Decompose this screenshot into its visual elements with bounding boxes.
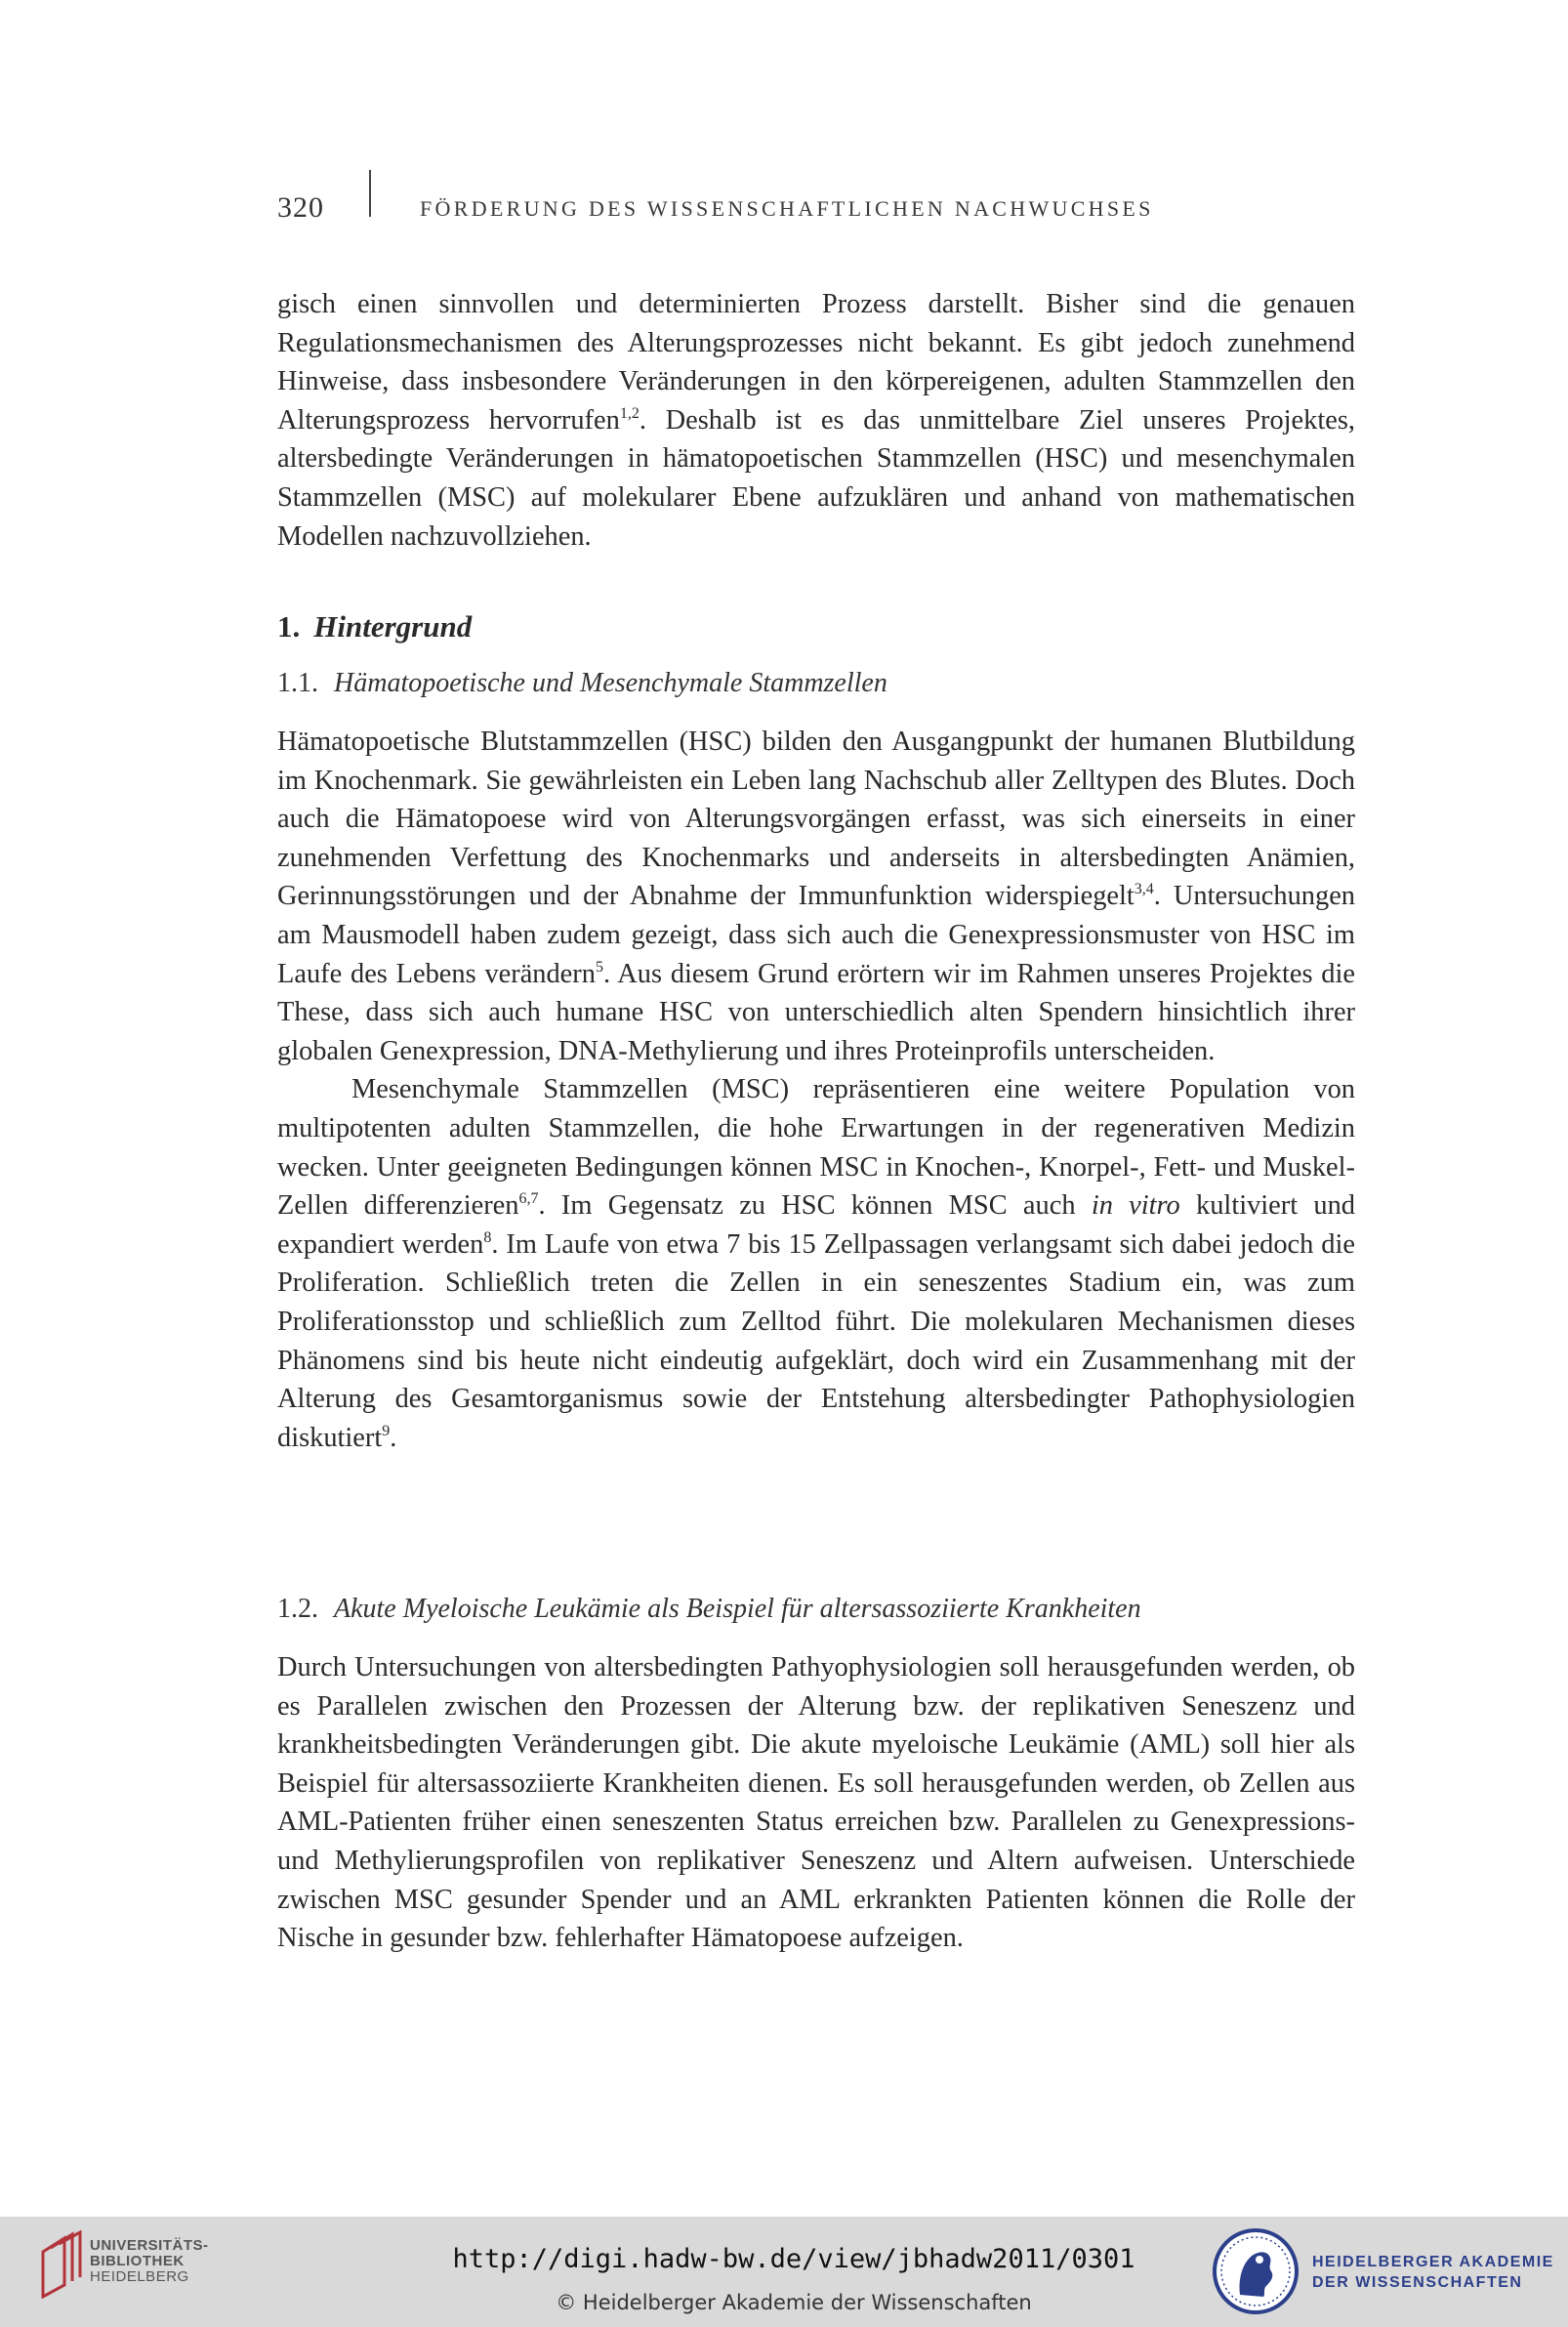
section-heading-1 — [277, 609, 472, 644]
paragraph-text: . Untersuchungen am Mausmodell haben zudem gezeigt, dass sich auch die Genexpressionsmuster von HSC im Laufe des Lebens verändern — [277, 881, 1355, 989]
subsection-heading-1-1 — [277, 668, 887, 699]
subsection-number: 1.1. — [277, 668, 318, 698]
page-number: 320 — [277, 191, 324, 224]
intro-text-b: . Deshalb ist es das unmittelbare Ziel unseres Projektes, altersbedingte Veränderungen in hämatopoetischen Stammzellen (HSC) und mesenchymalen Stammzellen (MSC) auf molekularer Ebene aufzuklären und anhand von mathematischen Modellen nachzuvollziehen. — [277, 404, 1355, 552]
footer-banner — [0, 2217, 1568, 2327]
paragraph-text: . Aus diesem Grund erörtern wir im Rahmen unseres Projektes die These, dass sich auch humane HSC von unterschiedlich alten Spendern hinsichtlich ihrer globalen Genexpression, DNA-Methylierung und ihres Proteinprofils unterscheiden. — [277, 958, 1355, 1066]
ub-line: UNIVERSITÄTS- — [90, 2237, 209, 2254]
subsection-title: Hämatopoetische und Mesenchymale Stammzellen — [334, 668, 887, 698]
intro-paragraph — [277, 285, 1355, 556]
paragraph-text: Hämatopoetische Blutstammzellen (HSC) bilden den Ausgangpunkt der humanen Blutbildung im Knochenmark. Sie gewährleisten ein Leben lang Nachschub aller Zelltypen des Blutes. Doch auch die Hämatopoese wird von Alterungsvorgängen erfasst, was sich einerseits in einer zunehmenden Verfettung des Knochenmarks und anderseits in altersbedingten Anämien, Gerinnungsstörungen und der Abnahme der Immunfunktion widerspiegelt — [277, 727, 1355, 912]
paragraph-text: . Im Laufe von etwa 7 bis 15 Zellpassagen verlangsamt sich dabei jedoch die Proliferation. Schließlich treten die Zellen in ein seneszentes Stadium ein, was zum Proliferationsstop und schließlich zum Zelltod führt. Die molekularen Mechanismen dieses Phänomens sind bis heute nicht eindeutig aufgeklärt, doch wird ein Zusammenhang mit der Alterung des Gesamtorganismus sowie der Entstehung altersbedingter Pathophysiologien diskutiert — [277, 1228, 1355, 1453]
copyright-notice: © Heidelberger Akademie der Wissenschaften — [556, 2291, 1032, 2314]
academy-seal-icon — [1211, 2226, 1300, 2316]
paragraph-msc — [277, 1070, 1355, 1457]
italic-term: in vitro — [1091, 1190, 1180, 1222]
paragraph-text: . Im Gegensatz zu HSC können MSC auch — [538, 1190, 1092, 1222]
footnote-ref: 6,7 — [518, 1190, 539, 1208]
subsection-1-2-body — [277, 1648, 1355, 1958]
ub-line: HEIDELBERG — [90, 2268, 189, 2285]
academy-name — [1312, 2252, 1554, 2293]
footnote-ref: 3,4 — [1134, 881, 1154, 898]
paragraph-aml: Durch Untersuchungen von altersbedingten Pathyophysiologien soll herausgefunden werden, ob es Parallelen zwischen den Prozessen der Alterung bzw. der replikativen Seneszenz und krankheitsbedingten Veränderungen gibt. Die akute myeloische Leukämie (AML) soll hier als Beispiel für altersassoziierte Krankheiten dienen. Es soll herausgefunden werden, ob Zellen aus AML-Patienten früher einen seneszenten Status erreichen bzw. Parallelen zu Genexpressions- und Methylierungsprofilen von replikativer Seneszenz und Altern aufweisen. Unterschiede zwischen MSC gesunder Spender und an AML erkrankten Patienten können die Rolle der Nische in gesunder bzw. fehlerhafter Hämatopoese aufzeigen. — [277, 1652, 1355, 1954]
subsection-title: Akute Myeloische Leukämie als Beispiel für altersassoziierte Krankheiten — [334, 1594, 1141, 1624]
footnote-ref: 5 — [595, 958, 603, 976]
paragraph-hsc — [277, 723, 1355, 1070]
paragraph-text: . — [390, 1422, 397, 1453]
document-url-link[interactable]: http://digi.hadw-bw.de/view/jbhadw2011/0301 — [452, 2244, 1135, 2274]
ub-line: BIBLIOTHEK — [90, 2253, 185, 2269]
subsection-number: 1.2. — [277, 1594, 318, 1624]
academy-line: HEIDELBERGER AKADEMIE — [1312, 2254, 1554, 2270]
intro-text-a: gisch einen sinnvollen und determinierten Prozess darstellt. Bisher sind die genauen Regulationsmechanismen des Alterungsprozesses nicht bekannt. Es gibt jedoch zunehmend Hinweise, dass insbesondere Veränderungen in den körpereigenen, adulten Stammzellen den Alterungsprozess hervorrufen — [277, 289, 1355, 436]
section-number: 1. — [277, 609, 301, 644]
running-head-divider — [369, 170, 371, 217]
subsection-heading-1-2 — [277, 1594, 1141, 1625]
academy-line: DER WISSENSCHAFTEN — [1312, 2274, 1523, 2291]
running-head-title: FÖRDERUNG DES WISSENSCHAFTLICHEN NACHWUCHSES — [420, 196, 1154, 221]
section-title: Hintergrund — [313, 609, 473, 644]
paragraph-text: Mesenchymale Stammzellen (MSC) repräsentieren eine weitere Population von multipotenten adulten Stammzellen, die hohe Erwartungen in der regenerativen Medizin wecken. Unter geeigneten Bedingungen können MSC in Knochen-, Knorpel-, Fett- und Muskel-Zellen differenzieren — [277, 1074, 1355, 1222]
paragraph-text: kultiviert und expandiert werden — [277, 1190, 1355, 1260]
footnote-ref: 9 — [382, 1422, 391, 1439]
running-head — [277, 191, 1351, 230]
subsection-1-1-body — [277, 723, 1355, 1457]
footnote-ref: 8 — [483, 1228, 492, 1246]
footnote-ref: 1,2 — [619, 404, 640, 422]
